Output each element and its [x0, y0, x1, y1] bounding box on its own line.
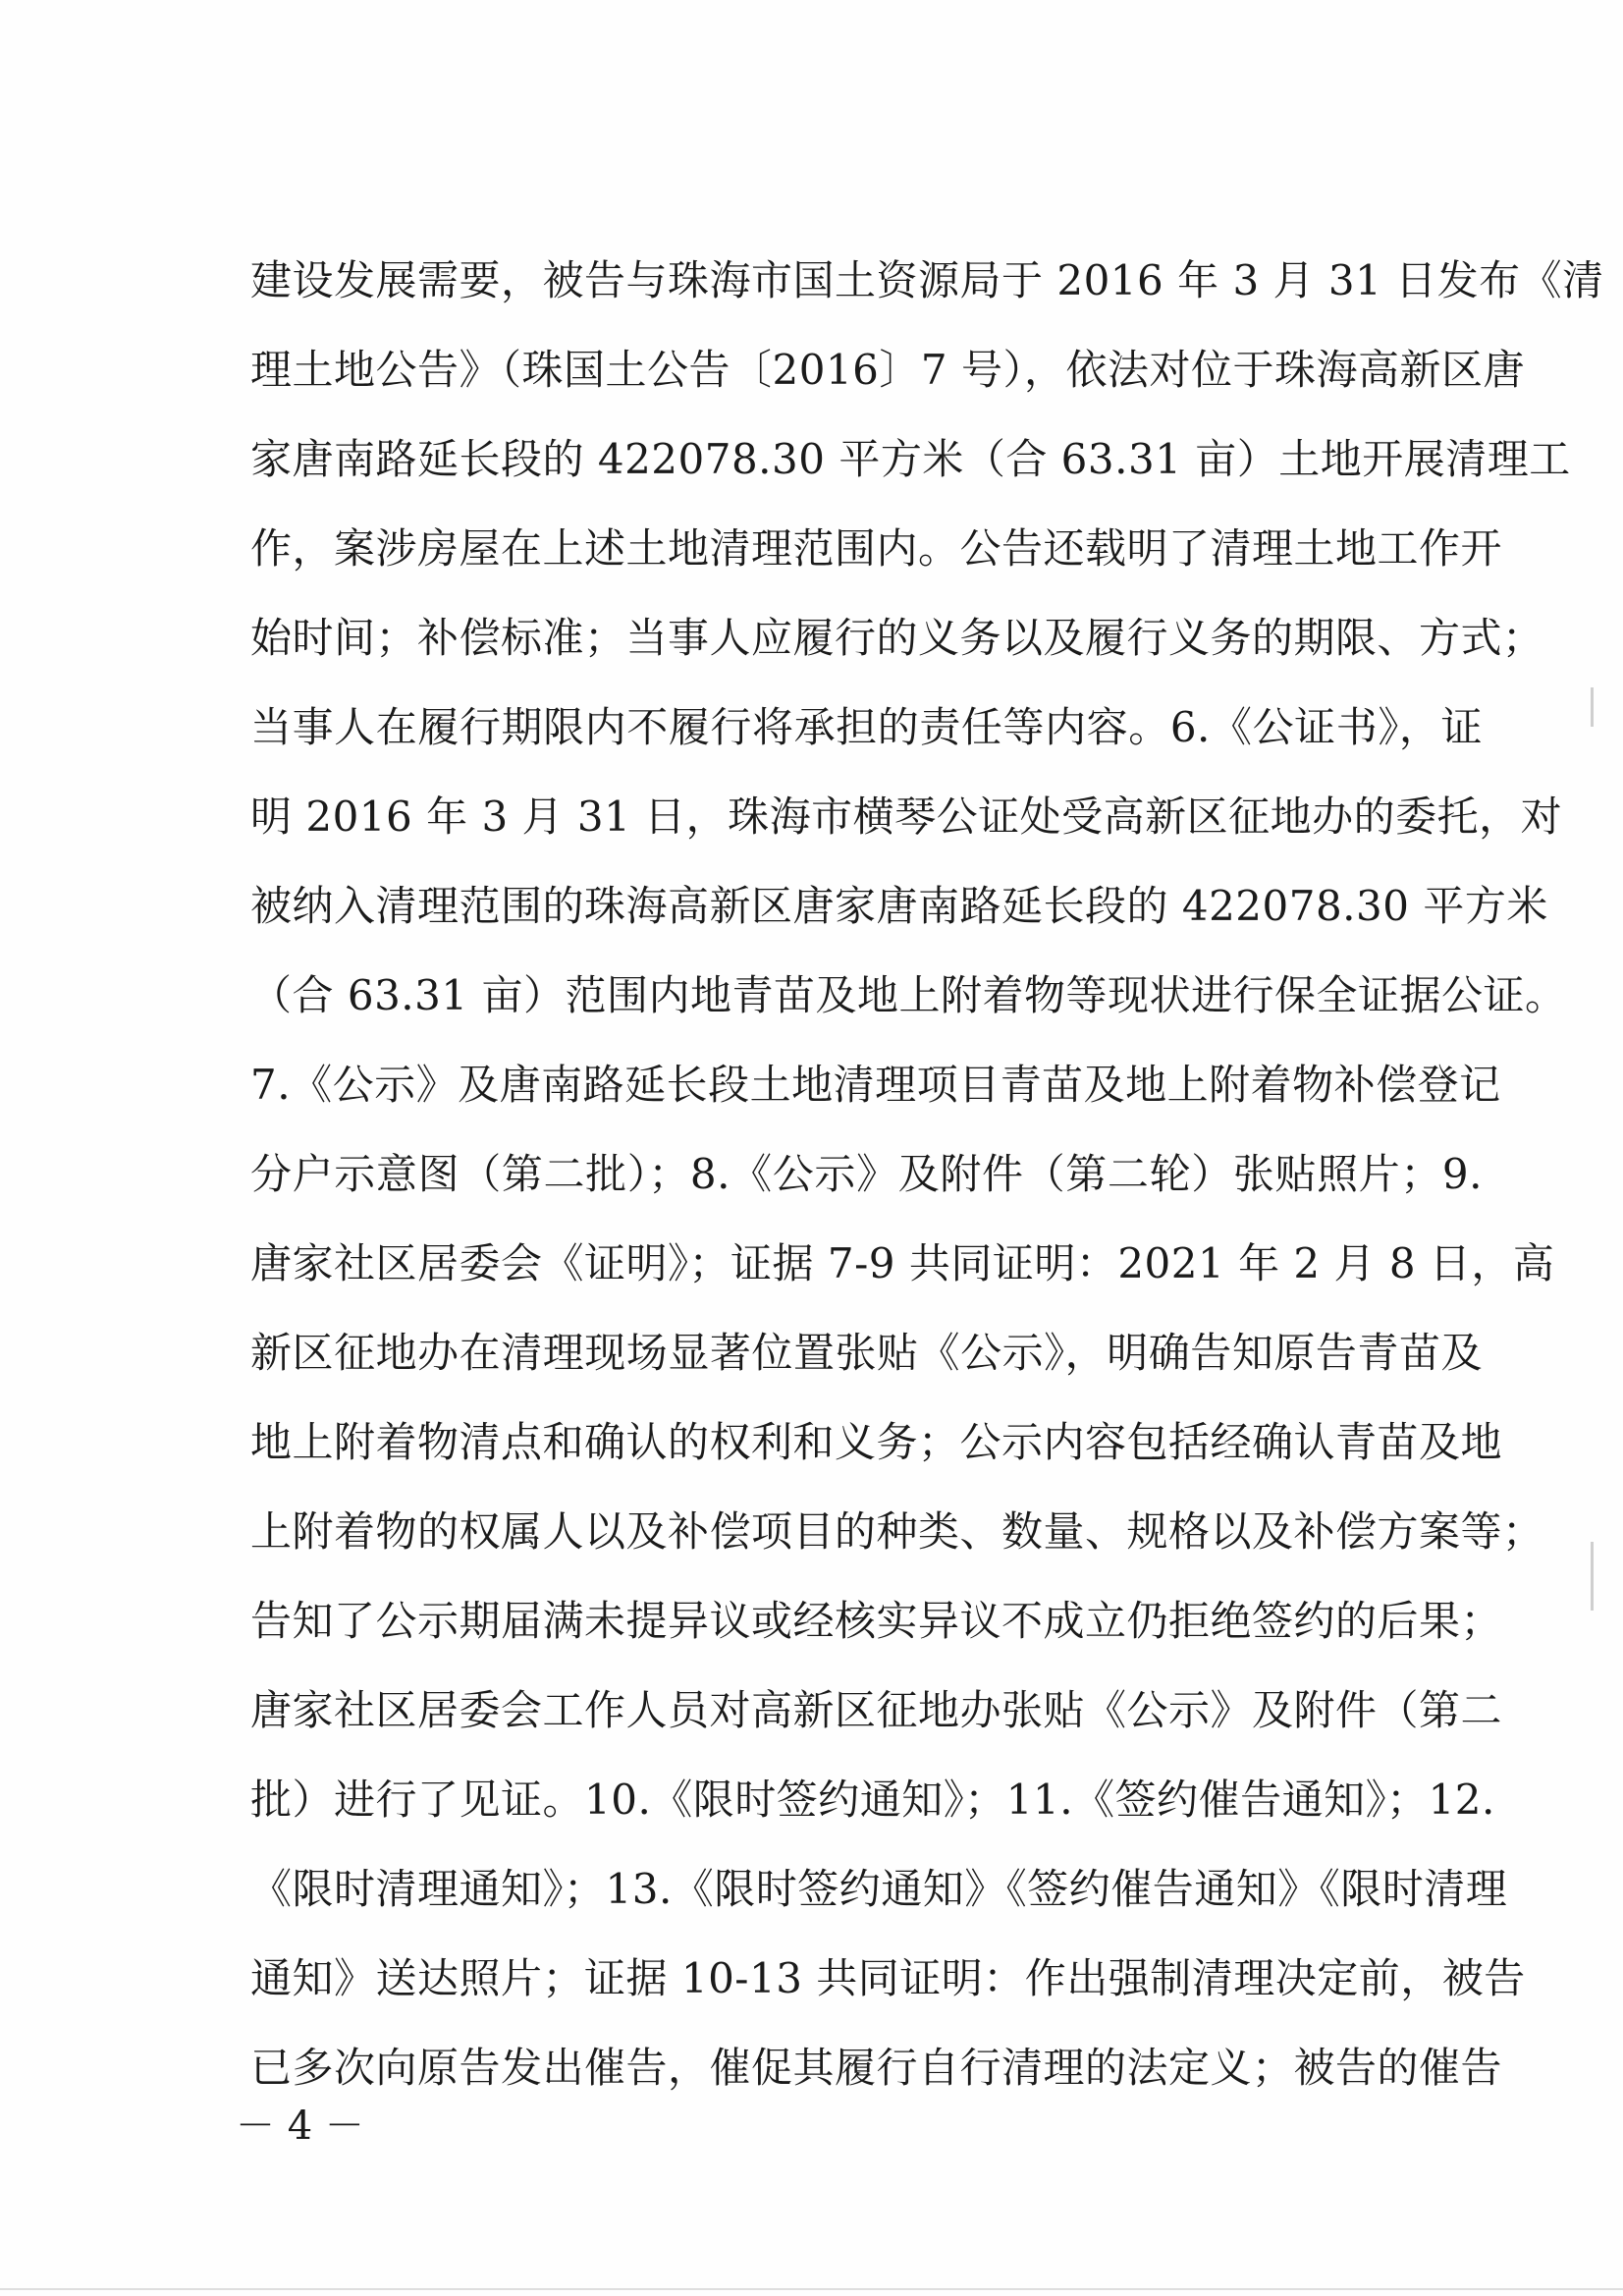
text-line: 家唐南路延长段的 422078.30 平方米（合 63.31 亩）土地开展清理工	[250, 435, 1571, 483]
page-number: － 4 －	[236, 2104, 364, 2149]
text-line: 通知》送达照片；证据 10-13 共同证明：作出强制清理决定前，被告	[250, 1954, 1526, 2002]
text-line: 唐家社区居委会《证明》；证据 7-9 共同证明：2021 年 2 月 8 日，高	[250, 1239, 1555, 1287]
text-line: 上附着物的权属人以及补偿项目的种类、数量、规格以及补偿方案等；	[250, 1507, 1544, 1556]
text-line: 作，案涉房屋在上述土地清理范围内。公告还载明了清理土地工作开	[250, 524, 1503, 573]
scan-bottom-edge	[0, 2288, 1623, 2290]
scan-edge-mark	[1591, 687, 1594, 727]
text-line: 7.《公示》及唐南路延长段土地清理项目青苗及地上附着物补偿登记	[250, 1061, 1501, 1109]
scan-edge-mark	[1591, 1542, 1594, 1611]
text-line: 新区征地办在清理现场显著位置张贴《公示》，明确告知原告青苗及	[250, 1329, 1483, 1377]
text-line: 理土地公告》（珠国土公告〔2016〕7 号），依法对位于珠海高新区唐	[250, 346, 1525, 394]
text-line: 《限时清理通知》；13.《限时签约通知》《签约催告通知》《限时清理	[250, 1865, 1508, 1913]
text-line: 明 2016 年 3 月 31 日，珠海市横琴公证处受高新区征地办的委托，对	[250, 793, 1563, 841]
text-line: 当事人在履行期限内不履行将承担的责任等内容。6.《公证书》，证	[250, 703, 1483, 751]
text-line: 已多次向原告发出催告，催促其履行自行清理的法定义；被告的催告	[250, 2044, 1503, 2092]
text-line: 唐家社区居委会工作人员对高新区征地办张贴《公示》及附件（第二	[250, 1686, 1503, 1734]
text-line: 被纳入清理范围的珠海高新区唐家唐南路延长段的 422078.30 平方米	[250, 882, 1548, 930]
text-line: 批）进行了见证。10.《限时签约通知》；11.《签约催告通知》；12.	[250, 1776, 1495, 1824]
text-line: 地上附着物清点和确认的权利和义务；公示内容包括经确认青苗及地	[250, 1418, 1503, 1466]
text-line: 建设发展需要，被告与珠海市国土资源局于 2016 年 3 月 31 日发布《清	[250, 256, 1604, 304]
body-text	[250, 236, 1604, 2112]
text-line: 告知了公示期届满未提异议或经核实异议不成立仍拒绝签约的后果；	[250, 1597, 1503, 1645]
text-line: （合 63.31 亩）范围内地青苗及地上附着物等现状进行保全证据公证。	[250, 971, 1567, 1019]
text-line: 始时间；补偿标准；当事人应履行的义务以及履行义务的期限、方式；	[250, 614, 1544, 662]
text-line: 分户示意图（第二批）；8.《公示》及附件（第二轮）张贴照片；9.	[250, 1150, 1483, 1198]
